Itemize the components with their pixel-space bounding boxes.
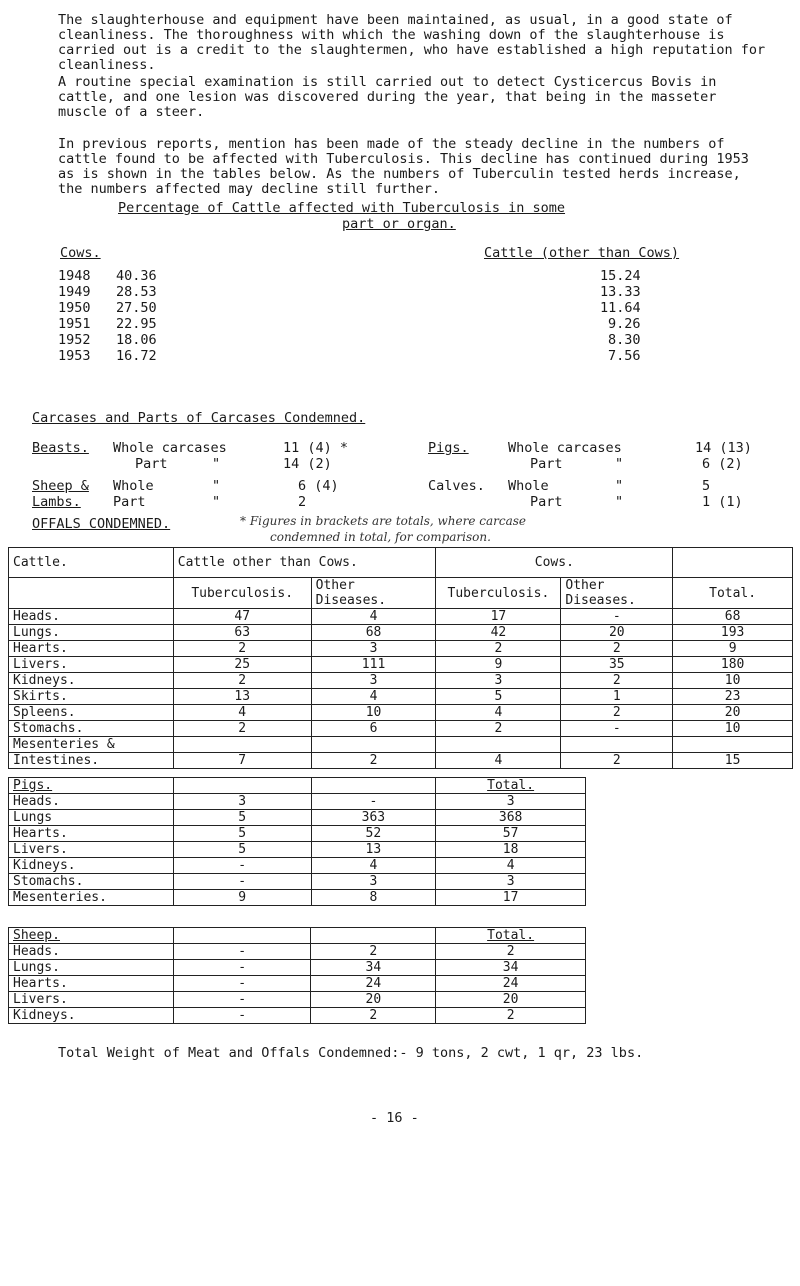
cell-value: 9	[673, 641, 793, 657]
table-row	[9, 810, 586, 826]
calves-label: Calves.	[428, 478, 485, 494]
cell-value: 2	[311, 753, 436, 769]
hdr-blank	[9, 578, 174, 609]
offals-heading: OFFALS CONDEMNED.	[32, 516, 171, 532]
table-row	[9, 625, 793, 641]
hdr-od	[561, 578, 673, 609]
pigs-whole-label: Whole carcases	[508, 440, 622, 456]
tb-other-value: 11.64	[600, 300, 641, 316]
cell-value: 7	[173, 753, 311, 769]
cell-value: 18	[436, 842, 586, 858]
cell-value	[311, 737, 436, 753]
cell-value: 2	[436, 944, 586, 960]
section-label: Pigs.	[9, 778, 174, 794]
cell-value: 4	[311, 858, 436, 874]
beasts-part-label: Part	[135, 456, 168, 472]
table-row	[9, 890, 586, 906]
cell-value: -	[173, 960, 311, 976]
cell-value: 34	[436, 960, 586, 976]
cell-value: 180	[673, 657, 793, 673]
tb-year: 1952	[58, 332, 91, 348]
hdr-od	[311, 578, 436, 609]
cell-value: 4	[436, 753, 561, 769]
cell-value: 2	[173, 721, 311, 737]
calves-part-label: Part	[530, 494, 563, 510]
cell-value: 3	[311, 673, 436, 689]
paragraph-cleanliness: The slaughterhouse and equipment have been maintained, as usual, in a good state of cleanliness. The thoroughness with which the washing down of the slaughterhouse is carried out is a credit to the slaughtermen, who have established a high reputation for cleanliness.	[58, 12, 766, 73]
tb-cows-value: 16.72	[116, 348, 157, 364]
cell-value: 5	[173, 826, 311, 842]
row-label: Skirts.	[9, 689, 174, 705]
tb-year: 1948	[58, 268, 91, 284]
tb-cows-value: 27.50	[116, 300, 157, 316]
cell-value: 17	[436, 609, 561, 625]
cell-value: 5	[436, 689, 561, 705]
tb-other-value: 15.24	[600, 268, 641, 284]
cell-value: 3	[436, 874, 586, 890]
cell-value: 68	[673, 609, 793, 625]
hdr-tb: Tuberculosis.	[436, 578, 561, 609]
row-label: Heads.	[9, 794, 174, 810]
page-number: - 16 -	[370, 1110, 419, 1126]
cell-value: 4	[436, 705, 561, 721]
cell-value	[673, 737, 793, 753]
cell-value: 9	[173, 890, 311, 906]
cell-value: 10	[673, 673, 793, 689]
cell-value: 2	[561, 641, 673, 657]
header-cell	[173, 928, 311, 944]
cell-value: -	[173, 944, 311, 960]
cell-value: 5	[173, 842, 311, 858]
header-cell: Total.	[436, 928, 586, 944]
pigs-table	[8, 777, 586, 906]
cell-value: 2	[436, 721, 561, 737]
row-label: Hearts.	[9, 976, 174, 992]
table-row	[9, 609, 793, 625]
sheep-label: Sheep &	[32, 478, 89, 494]
tb-year: 1949	[58, 284, 91, 300]
pigs-part-value: 6 (2)	[702, 456, 743, 472]
table-row	[9, 826, 586, 842]
ditto-mark: "	[615, 494, 624, 510]
header-cell	[173, 778, 311, 794]
table-row	[9, 689, 793, 705]
cell-value: 3	[436, 673, 561, 689]
table-row	[9, 721, 793, 737]
cell-value: 63	[173, 625, 311, 641]
hdr-blank	[673, 548, 793, 578]
paragraph-tuberculosis: In previous reports, mention has been made of the steady decline in the numbers of cattle found to be affected with Tuberculosis. This decline has continued during 1953 as is shown in the tables below. As the numbers of Tuberculin tested herds increase, the numbers affected may decline still further.	[58, 136, 749, 197]
sheep-table	[8, 927, 586, 1024]
row-label: Mesenteries.	[9, 890, 174, 906]
table-row	[9, 794, 586, 810]
cell-value: 3	[173, 794, 311, 810]
cell-value: 5	[173, 810, 311, 826]
tb-other-value: 9.26	[608, 316, 641, 332]
cattle-rows	[9, 609, 793, 769]
row-label: Spleens.	[9, 705, 174, 721]
cell-value: 13	[173, 689, 311, 705]
tb-other-header: Cattle (other than Cows)	[484, 245, 680, 261]
sheep-whole-label: Whole	[113, 478, 154, 494]
table-row	[9, 960, 586, 976]
total-weight: Total Weight of Meat and Offals Condemned:- 9 tons, 2 cwt, 1 qr, 23 lbs.	[58, 1045, 644, 1061]
cell-value: 2	[561, 673, 673, 689]
row-label: Intestines.	[9, 753, 174, 769]
cell-value: -	[173, 874, 311, 890]
table-row	[9, 992, 586, 1008]
tb-year: 1953	[58, 348, 91, 364]
cell-value: 15	[673, 753, 793, 769]
section-label: Sheep.	[9, 928, 174, 944]
row-label: Lungs.	[9, 625, 174, 641]
section-header-row	[9, 928, 586, 944]
hdr-od-2: Diseases.	[315, 593, 387, 608]
beasts-whole-value: 11 (4) *	[283, 440, 349, 456]
sheep-part-value: 2	[298, 494, 307, 510]
row-label: Heads.	[9, 944, 174, 960]
table-row	[9, 753, 793, 769]
cell-value: 2	[436, 1008, 586, 1024]
cell-value: 24	[436, 976, 586, 992]
cell-value: 111	[311, 657, 436, 673]
row-label: Stomachs.	[9, 874, 174, 890]
cell-value: 57	[436, 826, 586, 842]
cell-value: 20	[673, 705, 793, 721]
paragraph-cysticercus: A routine special examination is still carried out to detect Cysticercus Bovis in cattle, and one lesion was discovered during the year, that being in the masseter muscle of a steer.	[58, 74, 717, 120]
cell-value: -	[173, 976, 311, 992]
cell-value	[561, 737, 673, 753]
calves-whole-value: 5	[702, 478, 711, 494]
pigs-label: Pigs.	[428, 440, 469, 456]
handwritten-footnote-2: condemned in total, for comparison.	[270, 530, 491, 544]
hdr-total: Total.	[673, 578, 793, 609]
row-label: Kidneys.	[9, 858, 174, 874]
cell-value: 8	[311, 890, 436, 906]
row-label: Stomachs.	[9, 721, 174, 737]
cell-value: 4	[311, 689, 436, 705]
cell-value: 2	[436, 641, 561, 657]
table-row	[9, 944, 586, 960]
table-row	[9, 842, 586, 858]
beasts-label: Beasts.	[32, 440, 89, 456]
hdr-cows: Cows.	[436, 548, 673, 578]
cell-value: 34	[311, 960, 436, 976]
hdr-cattle: Cattle.	[9, 548, 174, 578]
table-row	[9, 673, 793, 689]
handwritten-footnote-1: * Figures in brackets are totals, where carcase	[240, 514, 526, 528]
cell-value: -	[173, 858, 311, 874]
header-cell: Total.	[436, 778, 586, 794]
sheep-part-label: Part	[113, 494, 146, 510]
cell-value: 3	[311, 641, 436, 657]
tb-cows-value: 22.95	[116, 316, 157, 332]
cell-value: 17	[436, 890, 586, 906]
section-header-row	[9, 778, 586, 794]
cell-value: 6	[311, 721, 436, 737]
sheep-rows	[9, 928, 586, 1024]
cell-value: 25	[173, 657, 311, 673]
hdr-od-1: Other	[315, 578, 355, 593]
tb-year: 1951	[58, 316, 91, 332]
cell-value: 3	[436, 794, 586, 810]
cell-value: 68	[311, 625, 436, 641]
table-row	[9, 976, 586, 992]
beasts-whole-label: Whole carcases	[113, 440, 227, 456]
cell-value: 2	[561, 705, 673, 721]
row-label: Heads.	[9, 609, 174, 625]
table-row	[9, 737, 793, 753]
table-row	[9, 641, 793, 657]
cell-value: 4	[173, 705, 311, 721]
cell-value: 368	[436, 810, 586, 826]
offals-table	[8, 547, 793, 769]
cell-value: 42	[436, 625, 561, 641]
hdr-tb: Tuberculosis.	[173, 578, 311, 609]
tb-cows-header: Cows.	[60, 245, 101, 261]
calves-whole-label: Whole	[508, 478, 549, 494]
cell-value: 47	[173, 609, 311, 625]
tb-table-title-2: part or organ.	[342, 216, 456, 232]
header-cell	[311, 778, 436, 794]
row-label: Hearts.	[9, 826, 174, 842]
lambs-label: Lambs.	[32, 494, 81, 510]
row-label: Kidneys.	[9, 1008, 174, 1024]
cell-value: 363	[311, 810, 436, 826]
hdr-od-2: Diseases.	[565, 593, 636, 608]
cell-value: 20	[436, 992, 586, 1008]
cell-value: 2	[173, 673, 311, 689]
cell-value: -	[561, 609, 673, 625]
cell-value: -	[311, 794, 436, 810]
cell-value: 2	[311, 944, 436, 960]
tb-other-value: 8.30	[608, 332, 641, 348]
cell-value: 2	[561, 753, 673, 769]
cell-value: 10	[673, 721, 793, 737]
cell-value	[173, 737, 311, 753]
cell-value: -	[173, 1008, 311, 1024]
table-row	[9, 705, 793, 721]
cell-value: 4	[436, 858, 586, 874]
cell-value	[436, 737, 561, 753]
table-row	[9, 874, 586, 890]
row-label: Livers.	[9, 842, 174, 858]
ditto-mark: "	[212, 494, 221, 510]
table-row	[9, 1008, 586, 1024]
hdr-other: Cattle other than Cows.	[173, 548, 436, 578]
cell-value: 2	[311, 1008, 436, 1024]
cell-value: 20	[311, 992, 436, 1008]
row-label: Lungs.	[9, 960, 174, 976]
ditto-mark: "	[615, 456, 624, 472]
cell-value: 23	[673, 689, 793, 705]
cell-value: 9	[436, 657, 561, 673]
cell-value: 13	[311, 842, 436, 858]
tb-year: 1950	[58, 300, 91, 316]
row-label: Mesenteries &	[9, 737, 174, 753]
ditto-mark: "	[212, 456, 221, 472]
table-row	[9, 657, 793, 673]
cell-value: 52	[311, 826, 436, 842]
pigs-whole-value: 14 (13)	[695, 440, 752, 456]
cell-value: 24	[311, 976, 436, 992]
ditto-mark: "	[212, 478, 221, 494]
calves-part-value: 1 (1)	[702, 494, 743, 510]
cell-value: -	[561, 721, 673, 737]
carcases-heading: Carcases and Parts of Carcases Condemned.	[32, 410, 366, 426]
cell-value: 10	[311, 705, 436, 721]
cell-value: 35	[561, 657, 673, 673]
row-label: Livers.	[9, 657, 174, 673]
cell-value: -	[173, 992, 311, 1008]
pig-rows	[9, 778, 586, 906]
cell-value: 1	[561, 689, 673, 705]
cell-value: 193	[673, 625, 793, 641]
beasts-part-value: 14 (2)	[283, 456, 332, 472]
tb-cows-value: 28.53	[116, 284, 157, 300]
sheep-whole-value: 6 (4)	[298, 478, 339, 494]
cell-value: 20	[561, 625, 673, 641]
row-label: Livers.	[9, 992, 174, 1008]
tb-other-value: 7.56	[608, 348, 641, 364]
row-label: Hearts.	[9, 641, 174, 657]
pigs-part-label: Part	[530, 456, 563, 472]
cell-value: 4	[311, 609, 436, 625]
tb-table-title: Percentage of Cattle affected with Tuberculosis in some	[118, 200, 566, 216]
row-label: Lungs	[9, 810, 174, 826]
tb-other-value: 13.33	[600, 284, 641, 300]
row-label: Kidneys.	[9, 673, 174, 689]
header-cell	[311, 928, 436, 944]
cell-value: 2	[173, 641, 311, 657]
tb-cows-value: 18.06	[116, 332, 157, 348]
table-row	[9, 858, 586, 874]
ditto-mark: "	[615, 478, 624, 494]
tb-cows-value: 40.36	[116, 268, 157, 284]
cell-value: 3	[311, 874, 436, 890]
hdr-od-1: Other	[565, 578, 605, 593]
